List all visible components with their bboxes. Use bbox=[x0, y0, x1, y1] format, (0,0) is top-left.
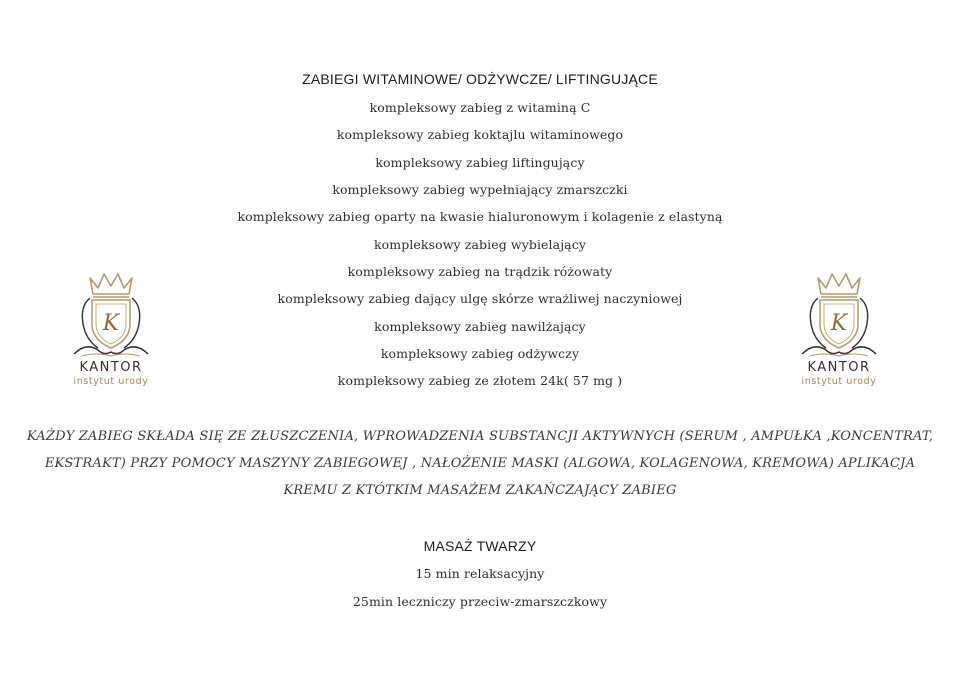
logo-subtitle: instytut urody bbox=[801, 376, 877, 387]
treatment-description-line: EKSTRAKT) PRZY POMOCY MASZYNY ZABIEGOWEJ , NAŁOŻENIE MASKI (ALGOWA, KOLAGENOWA, KREMOWA) APLIKACJA bbox=[44, 456, 916, 471]
treatment-item: kompleksowy zabieg koktajlu witaminowego bbox=[336, 127, 624, 142]
treatment-item: kompleksowy zabieg wypełniający zmarszczki bbox=[332, 182, 628, 197]
massage-item: 25min leczniczy przeciw-zmarszczkowy bbox=[352, 594, 608, 609]
logo-name: KANTOR bbox=[79, 360, 143, 375]
section-title-face-massage: MASAŻ TWARZY bbox=[423, 538, 537, 554]
svg-text:K: K bbox=[830, 311, 848, 336]
treatment-item: kompleksowy zabieg liftingujący bbox=[375, 155, 585, 170]
treatment-item: kompleksowy zabieg na trądzik różowaty bbox=[347, 264, 613, 279]
massage-item: 15 min relaksacyjny bbox=[415, 566, 545, 581]
treatment-description-line: KREMU Z KTÓTKIM MASAŻEM ZAKAŃCZAJĄCY ZABIEG bbox=[283, 483, 677, 498]
logo-name: KANTOR bbox=[807, 360, 871, 375]
svg-text:K: K bbox=[102, 311, 120, 336]
section-title-vitamin-treatments: ZABIEGI WITAMINOWE/ ODŻYWCZE/ LIFTINGUJĄCE bbox=[302, 71, 658, 87]
treatment-description-line: KAŻDY ZABIEG SKŁADA SIĘ ZE ZŁUSZCZENIA, WPROWADZENIA SUBSTANCJI AKTYWNYCH (SERUM , AMPUŁKA ,KONCENTRAT, bbox=[26, 429, 934, 444]
treatment-item: kompleksowy zabieg nawilżający bbox=[374, 319, 586, 334]
treatment-item: kompleksowy zabieg ze złotem 24k( 57 mg ) bbox=[337, 373, 623, 388]
logo-subtitle: instytut urody bbox=[73, 376, 149, 387]
treatment-item: kompleksowy zabieg oparty na kwasie hialuronowym i kolagenie z elastyną bbox=[237, 209, 723, 224]
treatment-item: kompleksowy zabieg wybielający bbox=[373, 237, 586, 252]
treatment-item: kompleksowy zabieg dający ulgę skórze wrażliwej naczyniowej bbox=[277, 291, 683, 306]
treatment-item: kompleksowy zabieg z witaminą C bbox=[369, 100, 591, 115]
treatment-item: kompleksowy zabieg odżywczy bbox=[380, 346, 580, 361]
